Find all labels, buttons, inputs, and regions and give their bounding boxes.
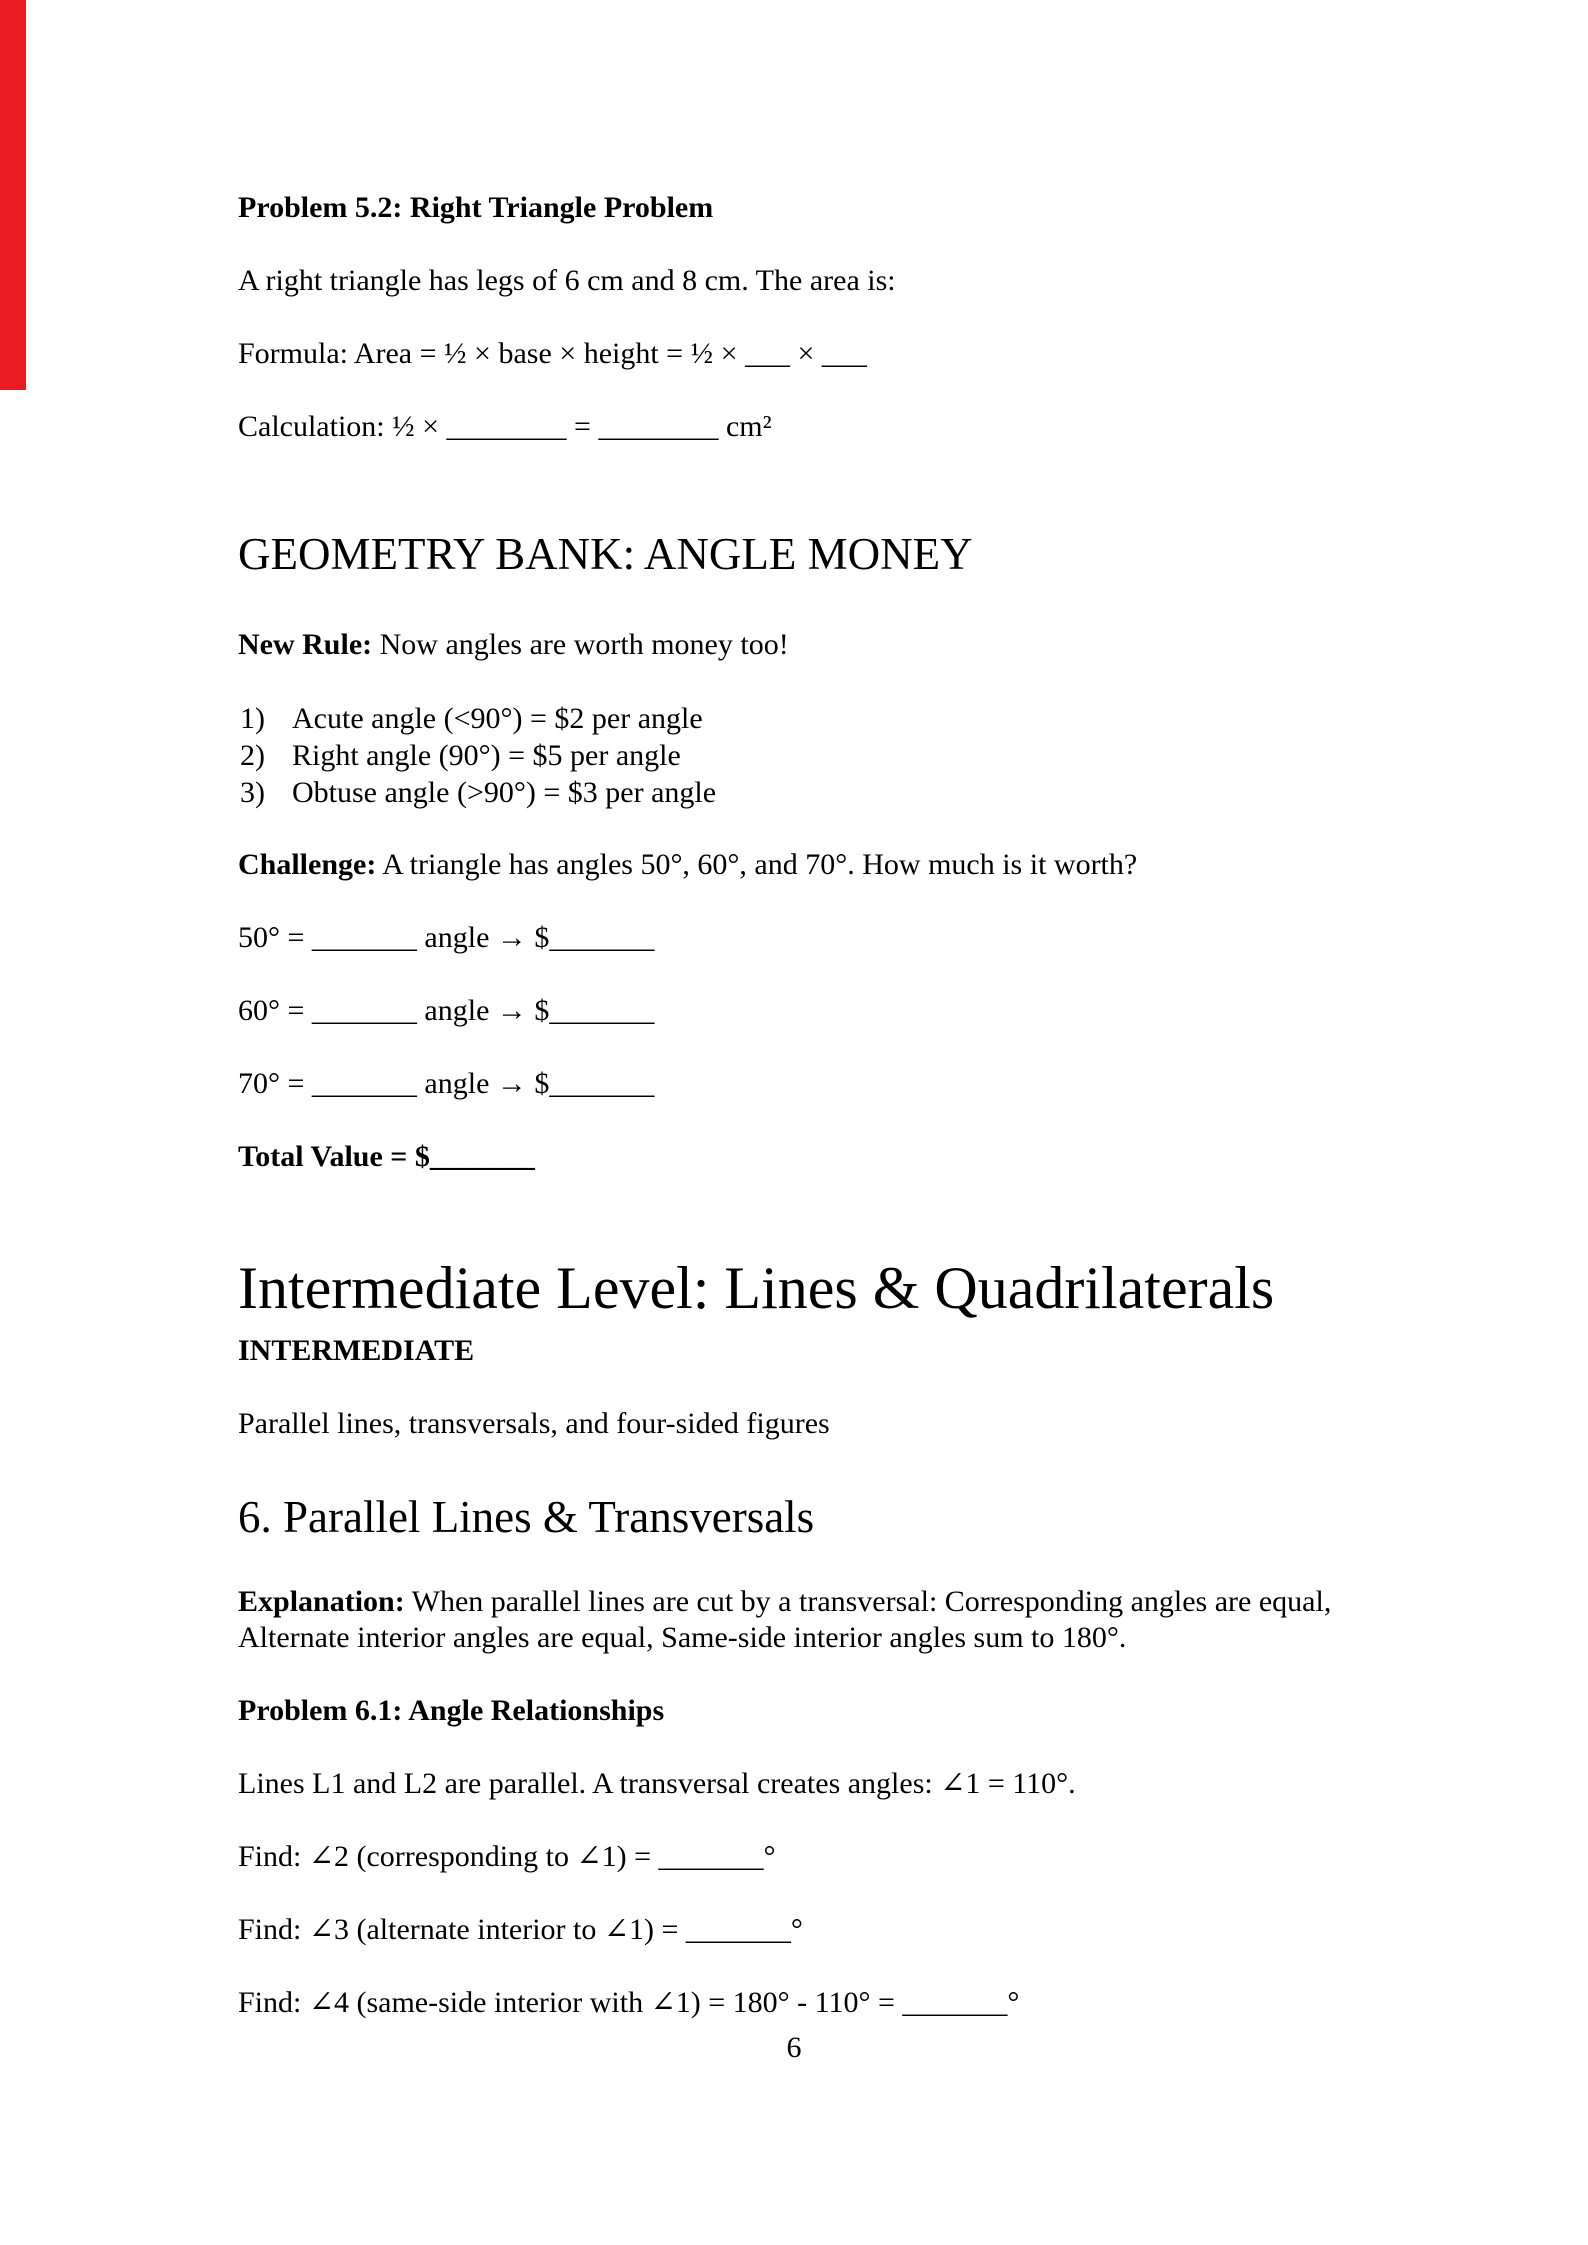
intermediate-description: Parallel lines, transversals, and four-sided figures <box>238 1407 830 1440</box>
list-item <box>238 737 1428 774</box>
problem-6-1-intro: Lines L1 and L2 are parallel. A transversal creates angles: ∠1 = 110°. <box>238 1767 1076 1800</box>
intermediate-badge: INTERMEDIATE <box>238 1334 475 1367</box>
geometry-bank-heading: GEOMETRY BANK: ANGLE MONEY <box>238 529 973 579</box>
page-number: 6 <box>786 2031 802 2064</box>
list-item-number: 1) <box>240 702 265 735</box>
new-rule-text: Now angles are worth money too! <box>372 628 789 661</box>
challenge-text: A triangle has angles 50°, 60°, and 70°. How much is it worth? <box>376 848 1138 881</box>
list-item-text: Acute angle (<90°) = $2 per angle <box>292 702 703 735</box>
list-item <box>238 774 1428 811</box>
section-6-heading: 6. Parallel Lines & Transversals <box>238 1492 815 1542</box>
list-item-text: Right angle (90°) = $5 per angle <box>292 739 681 772</box>
problem-5-2-title: Problem 5.2: Right Triangle Problem <box>238 191 714 224</box>
intermediate-level-heading: Intermediate Level: Lines & Quadrilaterals <box>238 1255 1275 1321</box>
explanation-paragraph <box>238 1584 1428 1656</box>
problem-5-2-formula-line: Formula: Area = ½ × base × height = ½ × ___ × ___ <box>238 337 867 370</box>
list-item <box>238 700 1428 737</box>
total-value-line: Total Value = $_______ <box>238 1140 535 1173</box>
list-item-number: 3) <box>240 776 265 809</box>
problem-5-2-intro: A right triangle has legs of 6 cm and 8 cm. The area is: <box>238 264 896 297</box>
explanation-label: Explanation: <box>238 1585 405 1618</box>
document-page <box>238 190 1428 2058</box>
challenge-label: Challenge: <box>238 848 377 881</box>
problem-6-1-title: Problem 6.1: Angle Relationships <box>238 1694 665 1727</box>
new-rule-label: New Rule: <box>238 628 373 661</box>
challenge-paragraph <box>238 847 1428 883</box>
find-angle-4-line: Find: ∠4 (same-side interior with ∠1) = 180° - 110° = _______° <box>238 1986 1020 2019</box>
angle-money-rules-list <box>238 700 1428 811</box>
list-item-text: Obtuse angle (>90°) = $3 per angle <box>292 776 717 809</box>
problem-5-2-calculation-line: Calculation: ½ × ________ = ________ cm² <box>238 410 772 443</box>
find-angle-3-line: Find: ∠3 (alternate interior to ∠1) = _______° <box>238 1913 803 1946</box>
list-item-number: 2) <box>240 739 265 772</box>
find-angle-2-line: Find: ∠2 (corresponding to ∠1) = _______° <box>238 1840 776 1873</box>
angle-70-blank-line: 70° = _______ angle → $_______ <box>238 1067 655 1100</box>
red-marker-bar <box>0 0 26 390</box>
explanation-text: When parallel lines are cut by a transversal: Corresponding angles are equal, Alternate interior angles are equal, Same-side interior angles sum to 180°. <box>238 1585 1332 1654</box>
angle-50-blank-line: 50° = _______ angle → $_______ <box>238 921 655 954</box>
new-rule-paragraph <box>238 627 1428 663</box>
angle-60-blank-line: 60° = _______ angle → $_______ <box>238 994 655 1027</box>
